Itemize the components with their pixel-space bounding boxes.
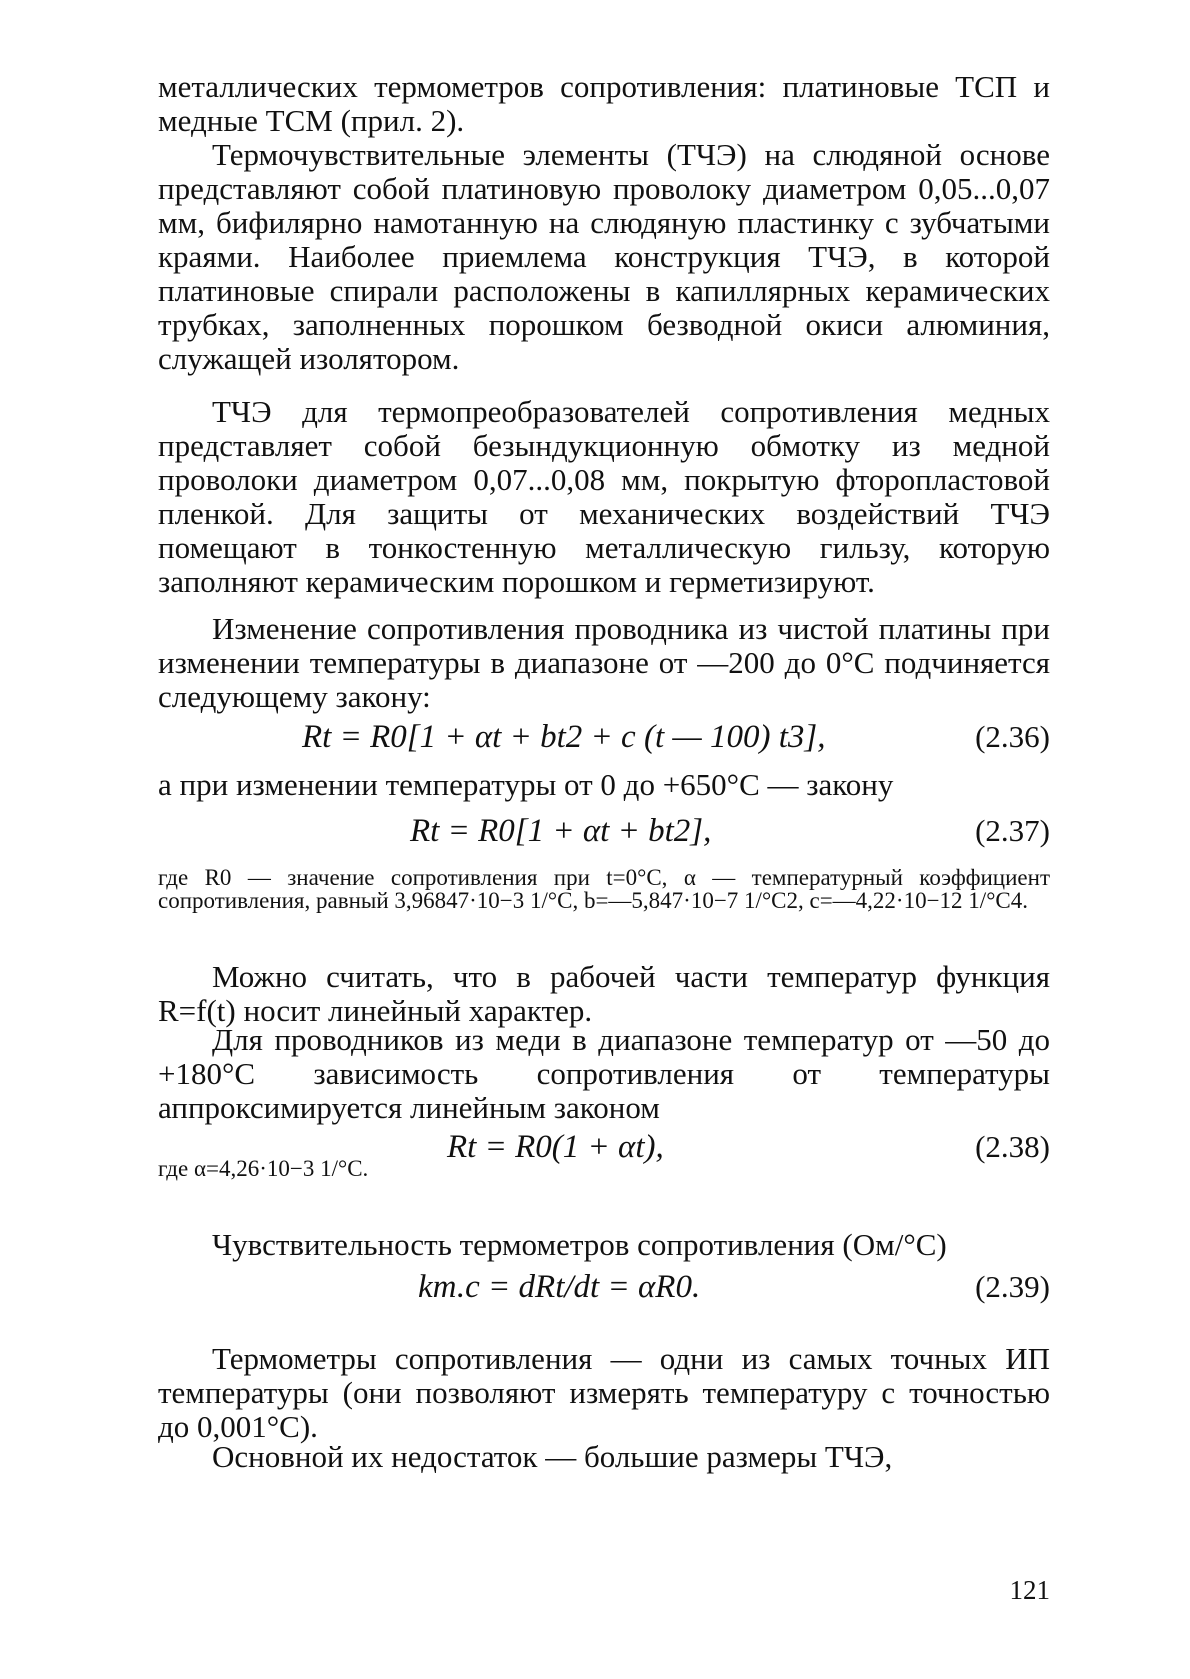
equation-number-2-39: (2.39) (975, 1269, 1050, 1304)
paragraph-5: а при изменении температуры от 0 до +650°С — закону (158, 767, 894, 802)
paragraph-10: Основной их недостаток — большие размеры ТЧЭ, (212, 1439, 893, 1474)
equation-2-39: kт.с = dRt/dt = αR0. (418, 1269, 701, 1305)
footnote-definitions: где R0 — значение сопротивления при t=0°С, α — температурный коэффициент сопротивления, равный 3,96847·10−3 1/°С, b=—5,847·10−7 1/°С2, c=—4,22·10−12 1/°С4. (158, 865, 1050, 913)
paragraph-8: Чувствительность термометров сопротивления (Ом/°С) (212, 1227, 947, 1262)
equation-number-2-37: (2.37) (975, 813, 1050, 848)
copper-coefficient-note: где α=4,26·10−3 1/°С. (158, 1156, 369, 1181)
paragraph-6: Можно считать, что в рабочей части температур функция R=f(t) носит линейный характер. (158, 959, 1050, 1028)
paragraph-3: ТЧЭ для термопреобразователей сопротивления медных представляет собой безындукционную обмотку из медной проволоки диаметром 0,07...0,08 мм, покрытую фторопластовой пленкой. Для защиты от механических воздействий ТЧЭ помещают в тонкостенную металлическую гильзу, которую заполняют керамическим порошком и герметизируют. (158, 394, 1050, 599)
paragraph-4: Изменение сопротивления проводника из чистой платины при изменении температуры в диапазоне от —200 до 0°С подчиняется следующему закону: (158, 611, 1050, 714)
equation-2-36: Rt = R0[1 + αt + bt2 + c (t — 100) t3], (302, 719, 826, 755)
paragraph-9: Термометры сопротивления — одни из самых точных ИП температуры (они позволяют измерять температуру с точностью до 0,001°С). (158, 1341, 1050, 1444)
equation-number-2-36: (2.36) (975, 719, 1050, 754)
equation-2-38: Rt = R0(1 + αt), (447, 1129, 664, 1165)
paragraph-7: Для проводников из меди в диапазоне температур от —50 до +180°С зависимость сопротивления от температуры аппроксимируется линейным законом (158, 1022, 1050, 1125)
equation-2-37: Rt = R0[1 + αt + bt2], (410, 813, 712, 849)
equation-number-2-38: (2.38) (975, 1129, 1050, 1164)
paragraph-2: Термочувствительные элементы (ТЧЭ) на слюдяной основе представляют собой платиновую проволоку диаметром 0,05...0,07 мм, бифилярно намотанную на слюдяную пластинку с зубчатыми краями. Наиболее приемлема конструкция ТЧЭ, в которой платиновые спирали расположены в капиллярных керамических трубках, заполненных порошком безводной окиси алюминия, служащей изолятором. (158, 137, 1050, 376)
page-number: 121 (1009, 1575, 1050, 1605)
paragraph-1: металлических термометров сопротивления: платиновые ТСП и медные ТСМ (прил. 2). (158, 69, 1050, 138)
